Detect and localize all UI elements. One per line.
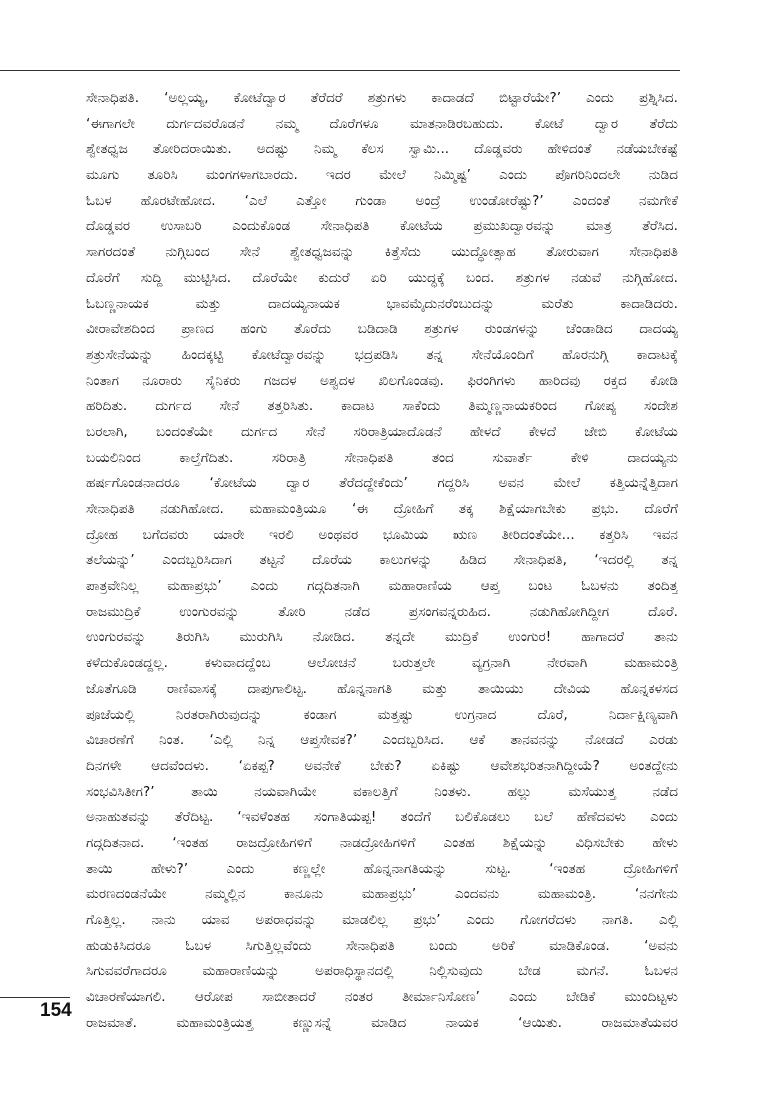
text-line: ಕಳೆದುಕೊಂಡದ್ದಲ್ಲ. ಕಳುವಾದದ್ದೆಂಬ ಆಲೋಚನೆ ಬರುತ್ತಲೇ ವ್ಯಗ್ರನಾಗಿ ನೇರವಾಗಿ ಮಹಾಮಂತ್ರಿ (86, 655, 678, 672)
text-line: ರಾಜಮಾತೆ. ಮಹಾಮಂತ್ರಿಯತ್ತ ಕಣ್ಣುಸನ್ನೆ ಮಾಡಿದ ನಾಯಕ ‘ಆಯಿತು. ರಾಜಮಾತೆಯವರ (86, 1014, 678, 1031)
text-line: ಗದ್ಗದಿತನಾದ. ‘ಇಂತಹ ರಾಜದ್ರೋಹಿಗಳಿಗೆ ನಾಡದ್ರೋಹಿಗಳಿಗೆ ಎಂತಹ ಶಿಕ್ಷೆಯನ್ನು ವಿಧಿಸಬೇಕು ಹೇಳು (86, 834, 678, 851)
text-line: ಸಾಗರದಂತೆ ನುಗ್ಗಿಬಂದ ಸೇನೆ ಶ್ವೇತಧ್ವಜವನ್ನು ಕಿತ್ತೆಸೆದು ಯುದ್ಧೋತ್ಸಾಹ ತೋರುವಾಗ ಸೇನಾಧಿಪತಿ (86, 244, 678, 261)
footer-rule (0, 997, 70, 998)
text-line: ನಿಂತಾಗ ನೂರಾರು ಸೈನಿಕರು ಗಜದಳ ಅಶ್ವದಳ ಖಿಲಗೊಂಡವು. ಫಿರಂಗಿಗಳು ಹಾರಿದವು ರಕ್ತದ ಕೋಡಿ (86, 372, 678, 389)
text-line: ತಲೆಯನ್ನು’ ಎಂದಬ್ಬರಿಸಿದಾಗ ತಟ್ಟನೆ ದೊರೆಯ ಕಾಲುಗಳನ್ನು ಹಿಡಿದ ಸೇನಾಧಿಪತಿ, ‘ಇದರಲ್ಲಿ ತನ್ನ (86, 552, 678, 569)
text-line: ದಿನಗಳೇ ಆದವೆಂದಳು. ‘ಏಕಪ್ಪ? ಅವನೇಕೆ ಬೇಕು? ಏಕಿಷ್ಟು ಆವೇಶಭರಿತನಾಗಿದ್ದೀಯೆ? ಅಂತದ್ದೇನು (86, 757, 678, 774)
text-line: ಗೊತ್ತಿಲ್ಲ. ನಾನು ಯಾವ ಅಪರಾಧವನ್ನು ಮಾಡಲಿಲ್ಲ ಪ್ರಭು’ ಎಂದು ಗೋಗರೆದಳು ನಾಗತಿ. ಎಲ್ಲಿ (86, 912, 678, 928)
text-line: ಮೂಗು ತೂರಿಸಿ ಮಂಗಗಳಾಗಬಾರದು. ಇದರ ಮೇಲೆ ನಿಮ್ಮಿಷ್ಟ’ ಎಂದು ಪೊಗರಿನಿಂದಲೇ ನುಡಿದ (86, 167, 678, 184)
text-line: ಸೇನಾಧಿಪತಿ. ‘ಅಲ್ಲಯ್ಯ, ಕೋಟೆದ್ವಾರ ತೆರೆದರೆ ಶತ್ರುಗಳು ಕಾದಾಡದೆ ಬಿಟ್ಟಾರೆಯೇ?’ ಎಂದು ಪ್ರಶ್ನಿಸಿದ. (86, 90, 678, 106)
text-line: ಪಾತ್ರವೇನಿಲ್ಲ ಮಹಾಪ್ರಭು’ ಎಂದು ಗದ್ಗದಿತನಾಗಿ ಮಹಾರಾಣಿಯ ಆಪ್ತ ಬಂಟ ಓಬಳನು ತಂದಿತ್ತ (86, 578, 678, 595)
text-line: ಅನಾಹುತವನ್ನು ತೆರೆದಿಟ್ಟ. ‘ಇವಳೆಂತಹ ಸಂಗಾತಿಯಪ್ಪ! ತಂದೆಗೆ ಬಲಿಕೊಡಲು ಬಲೆ ಹೆಣೆದವಳು ಎಂದು (86, 809, 678, 826)
text-line: ಮರಣದಂಡನೆಯೇ ನಮ್ಮಲ್ಲಿನ ಕಾನೂನು ಮಹಾಪ್ರಭು’ ಎಂದವನು ಮಹಾಮಂತ್ರಿ. ‘ನನಗೇನು (86, 886, 678, 903)
text-line: ರಾಜಮುದ್ರಿಕೆ ಉಂಗುರವನ್ನು ತೋರಿ ನಡೆದ ಪ್ರಸಂಗವನ್ನರುಹಿದ. ನಡುಗಿಹೋಗಿದ್ದೀಗ ದೊರೆ. (86, 603, 678, 620)
text-line: ಬರಲಾಗಿ, ಬಂದಂತೆಯೇ ದುರ್ಗದ ಸೇನೆ ಸರಿರಾತ್ರಿಯಾದೊಡನೆ ಹೇಳದೆ ಕೇಳದೆ ಜೇಬಿ ಕೋಟೆಯ (86, 423, 678, 440)
text-line: ದೊರೆಗೆ ಸುದ್ದಿ ಮುಟ್ಟಿಸಿದ. ದೊರೆಯೇ ಕುದುರೆ ಏರಿ ಯುದ್ಧಕ್ಕೆ ಬಂದ. ಶತ್ರುಗಳ ನಡುವೆ ನುಗ್ಗಿಹೋದ. (86, 269, 678, 286)
text-line: ಪೂಜೆಯಲ್ಲಿ ನಿರತರಾಗಿರುವುದನ್ನು ಕಂಡಾಗ ಮತ್ತಷ್ಟು ಉಗ್ರನಾದ ದೊರೆ, ನಿರ್ದಾಕ್ಷಿಣ್ಯವಾಗಿ (86, 706, 678, 723)
text-line: ಓಬಳ ಹೊರಟೇಹೋದ. ‘ಎಲೆ ಎತ್ತೋ ಗುಂಡಾ ಅಂದ್ರೆ ಉಂಡೋರೆಷ್ಟು?’ ಎಂದಂತೆ ನಮಗೇಕೆ (86, 192, 678, 209)
text-line: ಹರ್ಷಗೊಂಡನಾದರೂ ‘ಕೋಟೆಯ ದ್ವಾರ ತೆರೆದದ್ದೇಕೆಂದು’ ಗದ್ದರಿಸಿ ಅವನ ಮೇಲೆ ಕತ್ತಿಯನ್ನೆತ್ತಿದಾಗ (86, 475, 678, 492)
text-line: ದೊಡ್ಡವರ ಉಸಾಬರಿ ಎಂದುಕೊಂಡ ಸೇನಾಧಿಪತಿ ಕೋಟೆಯ ಪ್ರಮುಖದ್ವಾರವನ್ನು ಮಾತ್ರ ತೆರೆಸಿದ. (86, 218, 678, 235)
text-line: ಹರಿದಿತು. ದುರ್ಗದ ಸೇನೆ ತತ್ತರಿಸಿತು. ಕಾದಾಟ ಸಾಕೆಂದು ತಿಮ್ಮಣ್ಣನಾಯಕರಿಂದ ಗೋಪ್ಯ ಸಂದೇಶ (86, 398, 678, 415)
text-line: ತಾಯಿ ಹೇಳು?’ ಎಂದು ಕಣ್ಣಲ್ಲೇ ಹೊನ್ನನಾಗತಿಯನ್ನು ಸುಟ್ಟ. ‘ಇಂತಹ ದ್ರೋಹಿಗಳಿಗೆ (86, 860, 678, 877)
header-rule (0, 70, 680, 71)
text-line: ಶ್ವೇತಧ್ವಜ ತೋರಿದರಾಯಿತು. ಅದಷ್ಟು ನಿಮ್ಮ ಕೆಲಸ ಸ್ವಾಮಿ... ದೊಡ್ಡವರು ಹೇಳಿದಂತೆ ನಡೆಯಬೇಕಷ್ಟೆ (86, 141, 678, 158)
text-line: ಜೊತೆಗೂಡಿ ರಾಣಿವಾಸಕ್ಕೆ ದಾಪುಗಾಲಿಟ್ಟ. ಹೊನ್ನನಾಗತಿ ಮತ್ತು ತಾಯಿಯು ದೇವಿಯ ಹೊನ್ನಕಳಸದ (86, 680, 678, 697)
text-line: ಬಯಲಿನಿಂದ ಕಾಲ್ತೆಗೆದಿತು. ಸರಿರಾತ್ರಿ ಸೇನಾಧಿಪತಿ ತಂದ ಸುವಾರ್ತೆ ಕೇಳಿ ದಾದಯ್ಯನು (86, 449, 678, 466)
body-text (86, 86, 678, 1036)
text-line: ಉಂಗುರವನ್ನು ತಿರುಗಿಸಿ ಮುರುಗಿಸಿ ನೋಡಿದ. ತನ್ನದೇ ಮುದ್ರಿಕೆ ಉಂಗುರ! ಹಾಗಾದರೆ ತಾನು (86, 629, 678, 646)
page-number: 154 (40, 1000, 72, 1021)
text-line: ಸಿಗುವವರೆಗಾದರೂ ಮಹಾರಾಣಿಯನ್ನು ಅಪರಾಧಿಸ್ಥಾನದಲ್ಲಿ ನಿಲ್ಲಿಸುವುದು ಬೇಡ ಮಗನೆ. ಓಬಳನ (86, 963, 678, 980)
text-line: ದ್ರೋಹ ಬಗೆದವರು ಯಾರೇ ಇರಲಿ ಅಂಥವರ ಭೂಮಿಯ ಋಣ ತೀರಿದಂತೆಯೇ... ಕತ್ತರಿಸಿ ಇವನ (86, 526, 678, 543)
text-line: ವಿಚಾರಣೆಯಾಗಲಿ. ಆರೋಪ ಸಾಬೀತಾದರೆ ನಂತರ ತೀರ್ಮಾನಿಸೋಣ’ ಎಂದು ಬೇಡಿಕೆ ಮುಂದಿಟ್ಟಳು (86, 989, 678, 1006)
text-line: ಸೇನಾಧಿಪತಿ ನಡುಗಿಹೋದ. ಮಹಾಮಂತ್ರಿಯೂ ‘ಈ ದ್ರೋಹಿಗೆ ತಕ್ಕ ಶಿಕ್ಷೆಯಾಗಬೇಕು ಪ್ರಭು. ದೊರೆಗೆ (86, 501, 678, 517)
text-line: ಸಂಭವಿಸಿತೀಗ?’ ತಾಯಿ ನಯವಾಗಿಯೇ ವಕಾಲತ್ತಿಗೆ ನಿಂತಳು. ಹಲ್ಲು ಮಸೆಯುತ್ತ ನಡೆದ (86, 783, 678, 800)
text-line: ಶತ್ರುಸೇನೆಯನ್ನು ಹಿಂದಕ್ಕಟ್ಟಿ ಕೋಟೆದ್ವಾರವನ್ನು ಭದ್ರಪಡಿಸಿ ತನ್ನ ಸೇನೆಯೊಂದಿಗೆ ಹೊರನುಗ್ಗಿ ಕಾದಾಟಕ್ಕೆ (86, 346, 678, 363)
text-line: ‘ಈಗಾಗಲೇ ದುರ್ಗದವರೊಡನೆ ನಮ್ಮ ದೊರೆಗಳೂ ಮಾತನಾಡಿರಬಹುದು. ಕೋಟೆ ದ್ವಾರ ತೆರೆದು (86, 115, 678, 132)
text-line: ಓಬಣ್ಣನಾಯಕ ಮತ್ತು ದಾದಯ್ಯನಾಯಕ ಭಾವಮೈದುನರೆಂಬುದನ್ನು ಮರೆತು ಕಾದಾಡಿದರು. (86, 295, 678, 312)
text-line: ವಿಚಾರಣೆಗೆ ನಿಂತ. ‘ಎಲ್ಲಿ ನಿನ್ನ ಆಪ್ತಸೇವಕ?’ ಎಂದಬ್ಬರಿಸಿದ. ಆಕೆ ತಾನವನನ್ನು ನೋಡದೆ ಎರಡು (86, 732, 678, 749)
text-line: ಹುಡುಕಿಸಿದರೂ ಓಬಳ ಸಿಗುತ್ತಿಲ್ಲವೆಂದು ಸೇನಾಧಿಪತಿ ಬಂದು ಅರಿಕೆ ಮಾಡಿಕೊಂಡ. ‘ಅವನು (86, 937, 678, 954)
text-line: ವೀರಾವೇಶದಿಂದ ಪ್ರಾಣದ ಹಂಗು ತೊರೆದು ಬಡಿದಾಡಿ ಶತ್ರುಗಳ ರುಂಡಗಳನ್ನು ಚೆಂಡಾಡಿದ ದಾದಯ್ಯ (86, 321, 678, 338)
